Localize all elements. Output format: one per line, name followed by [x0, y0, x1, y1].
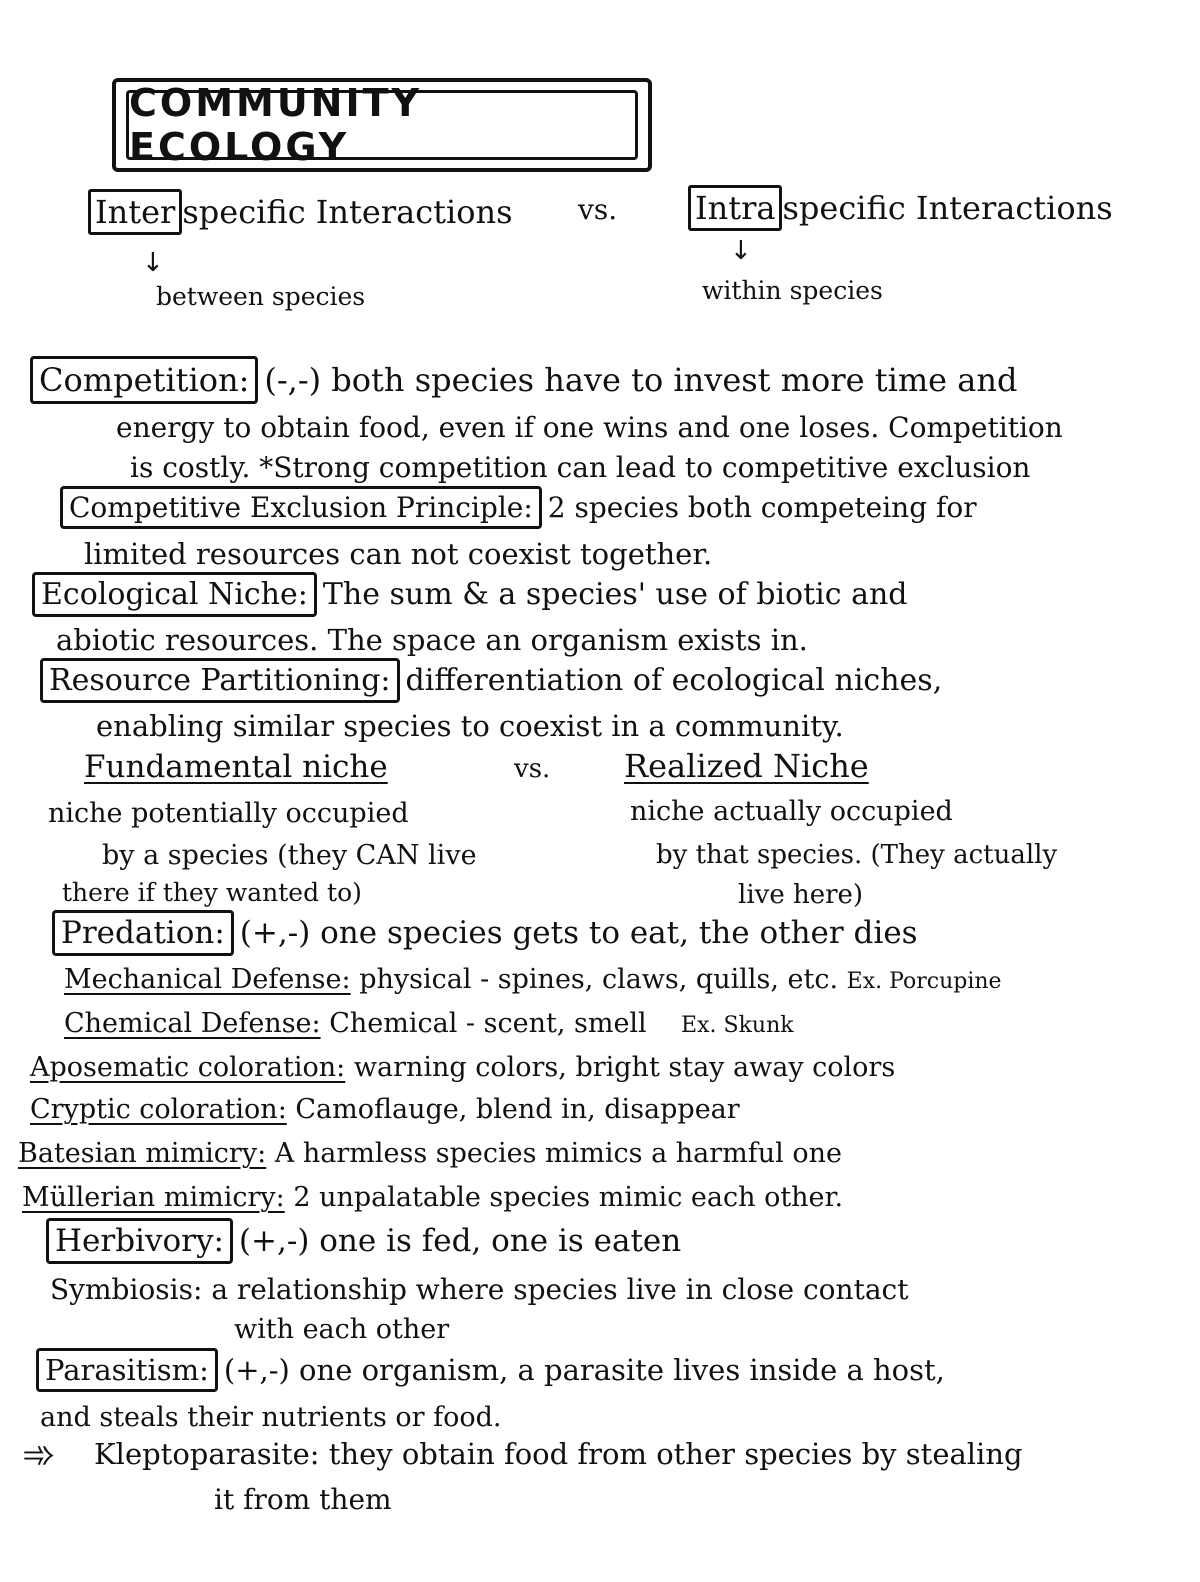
defense-mullerian-term: Müllerian mimicry:	[22, 1182, 285, 1213]
intra-heading	[688, 189, 1113, 227]
defense-mullerian-text: 2 unpalatable species mimic each other.	[293, 1182, 844, 1213]
defense-batesian-term: Batesian mimicry:	[18, 1138, 267, 1169]
klepto-term: Kleptoparasite:	[94, 1437, 320, 1471]
competition-text-1: (-,-) both species have to invest more time and	[264, 361, 1018, 399]
cep-term: Competitive Exclusion Principle:	[60, 486, 542, 529]
down-arrow-icon: ↓	[142, 248, 164, 278]
partitioning-text-2: enabling similar species to coexist in a community.	[96, 709, 844, 743]
klepto-line-1	[94, 1437, 1023, 1471]
defense-chemical-example: Ex. Skunk	[681, 1013, 794, 1038]
title-box	[112, 78, 652, 172]
cep-text-1: 2 species both competeing for	[547, 491, 977, 524]
klepto-text-2: it from them	[214, 1483, 392, 1516]
realized-def-3: live here)	[738, 880, 864, 910]
partitioning-line-1	[40, 663, 943, 698]
niche-vs-label: vs.	[514, 754, 551, 784]
intra-prefix: Intra	[688, 185, 782, 231]
herbivory-text-1: (+,-) one is fed, one is eaten	[238, 1223, 682, 1259]
predation-text-1: (+,-) one species gets to eat, the other dies	[239, 915, 918, 951]
defense-mechanical-example: Ex. Porcupine	[846, 969, 1002, 994]
defense-chemical	[64, 1010, 794, 1037]
defense-mullerian	[22, 1184, 843, 1211]
realized-niche-heading: Realized Niche	[624, 747, 869, 785]
fundamental-def-2: by a species (they CAN live	[102, 840, 477, 871]
competition-term: Competition:	[30, 356, 258, 404]
fundamental-def-1: niche potentially occupied	[48, 798, 409, 829]
niche-term: Ecological Niche:	[32, 572, 317, 617]
inter-heading	[88, 193, 513, 231]
competition-line-1	[30, 361, 1018, 399]
partitioning-text-1: differentiation of ecological niches,	[405, 663, 943, 698]
competition-text-2: energy to obtain food, even if one wins and one loses. Competition	[116, 411, 1063, 444]
realized-def-2: by that species. (They actually	[656, 840, 1058, 870]
herbivory-line-1	[46, 1223, 682, 1259]
klepto-text-1: they obtain food from other species by stealing	[328, 1437, 1023, 1471]
down-arrow-icon: ↓	[730, 236, 752, 266]
arrow-right-icon: ➾	[22, 1432, 56, 1478]
defense-chemical-text: Chemical - scent, smell	[329, 1008, 647, 1039]
intra-definition: within species	[702, 276, 883, 305]
defense-aposematic-text: warning colors, bright stay away colors	[353, 1052, 896, 1083]
parasitism-text-2: and steals their nutrients or food.	[40, 1402, 502, 1433]
parasitism-text-1: (+,-) one organism, a parasite lives inside a host,	[223, 1353, 945, 1387]
predation-line-1	[52, 915, 918, 951]
partitioning-term: Resource Partitioning:	[40, 658, 400, 703]
predation-term: Predation:	[52, 910, 234, 956]
defense-cryptic-term: Cryptic coloration:	[30, 1094, 287, 1125]
inter-prefix: Inter	[88, 189, 182, 235]
realized-def-1: niche actually occupied	[630, 796, 953, 827]
page-title: COMMUNITY ECOLOGY	[129, 81, 423, 169]
cep-text-2: limited resources can not coexist together.	[84, 537, 713, 571]
niche-line-1	[32, 577, 908, 612]
parasitism-term: Parasitism:	[36, 1348, 218, 1392]
herbivory-term: Herbivory:	[46, 1218, 233, 1264]
defense-cryptic-text: Camoflauge, blend in, disappear	[295, 1094, 740, 1125]
defense-batesian-text: A harmless species mimics a harmful one	[274, 1138, 842, 1169]
defense-mechanical-text: physical - spines, claws, quills, etc.	[359, 964, 839, 995]
defense-mechanical-term: Mechanical Defense:	[64, 964, 351, 995]
defense-aposematic	[30, 1054, 895, 1081]
symbiosis-text-1: a relationship where species live in close contact	[211, 1273, 909, 1306]
symbiosis-term: Symbiosis:	[50, 1273, 203, 1306]
cep-line-1	[60, 491, 977, 524]
defense-chemical-term: Chemical Defense:	[64, 1008, 321, 1039]
intra-rest: specific Interactions	[782, 189, 1113, 227]
fundamental-niche-heading: Fundamental niche	[84, 749, 388, 785]
symbiosis-line-1	[50, 1273, 909, 1306]
inter-rest: specific Interactions	[182, 193, 513, 231]
niche-text-2: abiotic resources. The space an organism exists in.	[56, 623, 808, 657]
fundamental-def-3: there if they wanted to)	[62, 878, 362, 907]
vs-label: vs.	[578, 193, 618, 226]
defense-mechanical	[64, 966, 1002, 993]
niche-text-1: The sum & a species' use of biotic and	[322, 577, 908, 612]
parasitism-line-1	[36, 1353, 945, 1387]
defense-batesian	[18, 1140, 842, 1167]
symbiosis-text-2: with each other	[234, 1314, 450, 1345]
competition-text-3: is costly. *Strong competition can lead to competitive exclusion	[130, 451, 1031, 484]
defense-aposematic-term: Aposematic coloration:	[30, 1052, 346, 1083]
defense-cryptic	[30, 1096, 740, 1123]
title-inner-box	[126, 81, 638, 169]
inter-definition: between species	[156, 282, 366, 311]
